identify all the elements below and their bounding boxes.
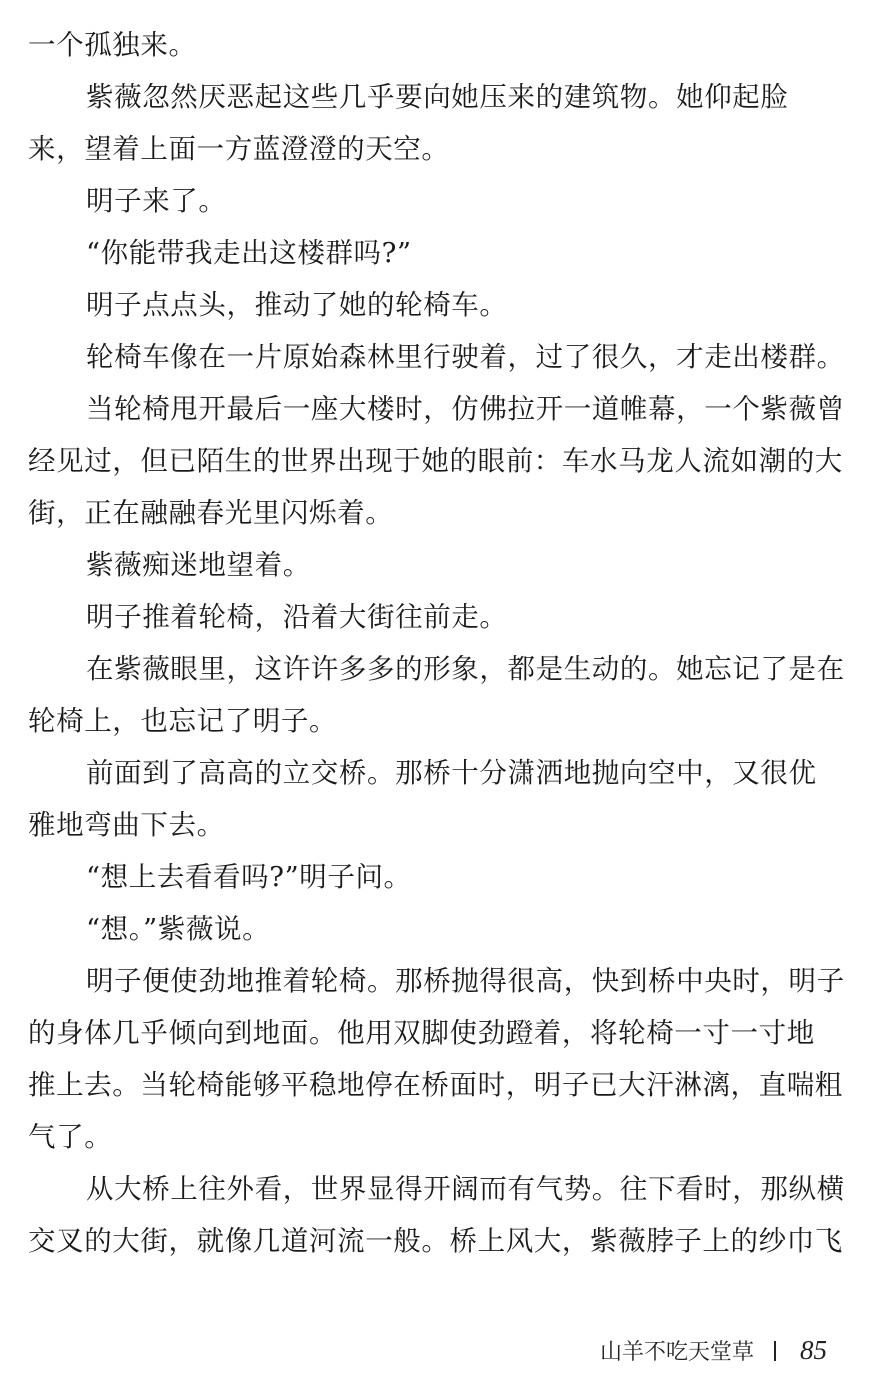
page-footer [600, 1330, 827, 1370]
text-line: 明子推着轮椅，沿着大街往前走。 [86, 601, 508, 633]
paragraph [28, 955, 844, 1163]
running-title: 山羊不吃天堂草 [600, 1340, 755, 1365]
text-line: 来，望着上面一方蓝澄澄的天空。 [28, 133, 450, 165]
text-line: 在紫薇眼里，这许许多多的形象，都是生动的。她忘记了是在 [86, 653, 845, 685]
text-line: 明子点点头，推动了她的轮椅车。 [86, 289, 508, 321]
paragraph [28, 279, 844, 331]
text-line: “想上去看看吗?”明子问。 [86, 861, 412, 893]
text-line: 紫薇忽然厌恶起这些几乎要向她压来的建筑物。她仰起脸 [86, 81, 789, 113]
text-line: 推上去。当轮椅能够平稳地停在桥面时，明子已大汗淋漓，直喘粗 [28, 1069, 843, 1101]
footer-separator [774, 1341, 776, 1361]
text-line: 紫薇痴迷地望着。 [86, 549, 311, 581]
text-line: 一个孤独来。 [28, 29, 197, 61]
text-line: 雅地弯曲下去。 [28, 809, 225, 841]
text-line: 前面到了高高的立交桥。那桥十分潇洒地抛向空中，又很优 [86, 757, 817, 789]
page-body-text [28, 19, 844, 1267]
paragraph [28, 851, 844, 903]
paragraph [28, 19, 844, 71]
text-line: 经见过，但已陌生的世界出现于她的眼前：车水马龙人流如潮的大 [28, 445, 843, 477]
text-line: 的身体几乎倾向到地面。他用双脚使劲蹬着，将轮椅一寸一寸地 [28, 1017, 815, 1049]
paragraph [28, 643, 844, 747]
text-line: 当轮椅甩开最后一座大楼时，仿佛拉开一道帷幕，一个紫薇曾 [86, 393, 845, 425]
text-line: 明子便使劲地推着轮椅。那桥抛得很高，快到桥中央时，明子 [86, 965, 845, 997]
paragraph [28, 539, 844, 591]
text-line: “想。”紫薇说。 [86, 913, 271, 945]
text-line: 街，正在融融春光里闪烁着。 [28, 497, 394, 529]
text-line: 明子来了。 [86, 185, 227, 217]
paragraph [28, 903, 844, 955]
page-number: 85 [800, 1335, 828, 1365]
paragraph [28, 331, 844, 383]
paragraph [28, 591, 844, 643]
paragraph [28, 71, 844, 175]
text-line: 气了。 [28, 1121, 113, 1153]
paragraph [28, 175, 844, 227]
text-line: 轮椅上，也忘记了明子。 [28, 705, 338, 737]
text-line: 轮椅车像在一片原始森林里行驶着，过了很久，才走出楼群。 [86, 341, 845, 373]
paragraph [28, 383, 844, 539]
text-line: “你能带我走出这楼群吗?” [86, 237, 412, 269]
text-line: 从大桥上往外看，世界显得开阔而有气势。往下看时，那纵横 [86, 1173, 845, 1205]
paragraph [28, 747, 844, 851]
text-line: 交叉的大街，就像几道河流一般。桥上风大，紫薇脖子上的纱巾飞 [28, 1225, 843, 1257]
paragraph [28, 227, 844, 279]
paragraph [28, 1163, 844, 1267]
